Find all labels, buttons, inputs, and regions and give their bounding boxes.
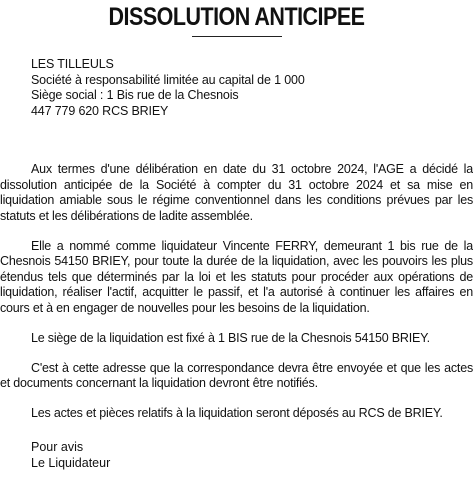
signature-block <box>31 440 110 471</box>
title-underline <box>192 36 282 37</box>
company-name: LES TILLEULS <box>31 57 114 71</box>
paragraph-liquidator: Elle a nommé comme liquidateur Vincente FERRY, demeurant 1 bis rue de la Chesnois 54150 BRIEY, pour toute la durée de la liquidation, avec les pouvoirs les plus étendus tels que déterminés par la loi et les statuts pour procéder aux opérations de liquidation, réaliser l'actif, acquitter le passif, et l'a autorisé à continuer les affaires en cours et à en engager de nouvelles pour les besoins de la liquidation. <box>0 238 473 315</box>
paragraph-liquidation-seat: Le siège de la liquidation est fixé à 1 BIS rue de la Chesnois 54150 BRIEY. <box>31 330 430 345</box>
closing-line: Pour avis <box>31 440 84 454</box>
paragraph-filing: Les actes et pièces relatifs à la liquidation seront déposés au RCS de BRIEY. <box>31 406 443 420</box>
company-legal-form: Société à responsabilité limitée au capital de 1 000 <box>31 72 305 87</box>
notice-title: DISSOLUTION ANTICIPEE <box>108 3 365 31</box>
paragraph-correspondence: C'est à cette adresse que la correspondance devra être envoyée et que les actes et documents concernant la liquidation devront être notifiés. <box>0 360 473 390</box>
company-block <box>31 57 305 119</box>
company-registration: 447 779 620 RCS BRIEY <box>31 103 169 118</box>
paragraph-resolution: Aux termes d'une délibération en date du 31 octobre 2024, l'AGE a décidé la dissolution anticipée de la Société à compter du 31 octobre 2024 et sa mise en liquidation amiable sous le régime conventionnel dans les conditions prévues par les statuts et les délibérations de ladite assemblée. <box>0 162 473 223</box>
notice-body <box>0 162 473 436</box>
signatory: Le Liquidateur <box>31 455 111 470</box>
company-registered-office: Siège social : 1 Bis rue de la Chesnois <box>31 88 239 102</box>
